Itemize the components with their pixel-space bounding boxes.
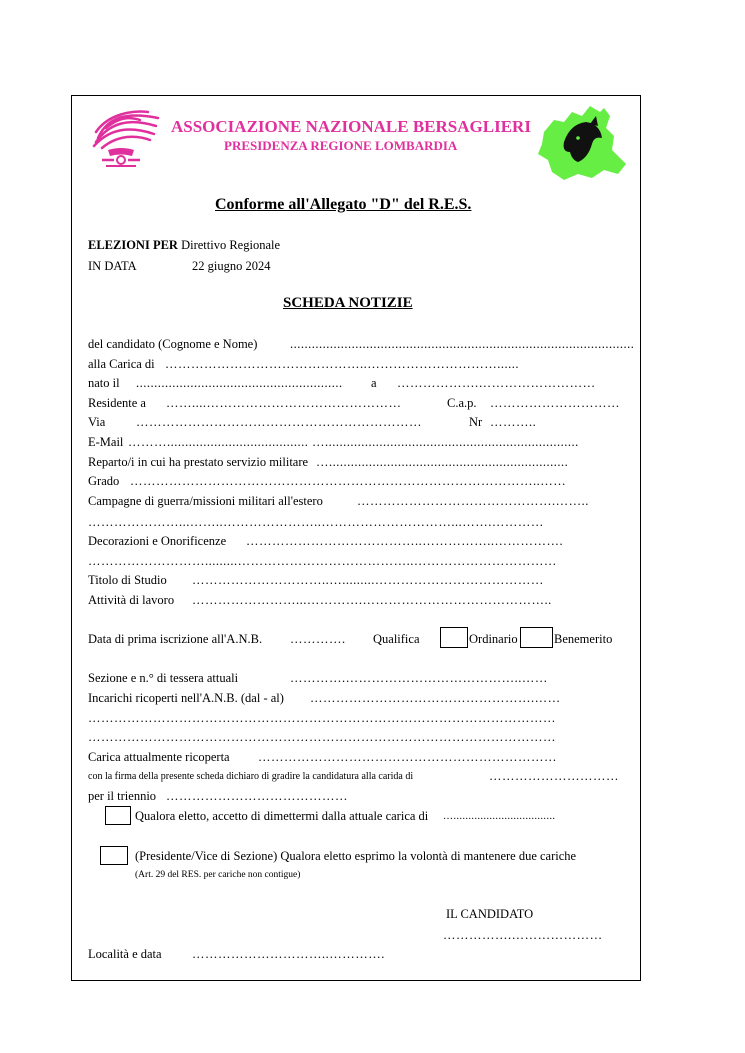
decorazioni-field-2[interactable]: ……………………….........…………………………………..…………………………… (88, 554, 557, 568)
section-title: SCHEDA NOTIZIE (283, 295, 413, 311)
gradire-field[interactable]: ………………………… (489, 769, 619, 783)
luogo-field[interactable]: ……………….……………………… (397, 376, 596, 390)
titolo-field[interactable]: …………………………..….........………………………………… (192, 573, 544, 587)
ordinario-checkbox[interactable] (440, 627, 468, 648)
decorazioni-field[interactable]: …………………………………..……………..……………. (246, 534, 564, 548)
candidato-label: del candidato (Cognome e Nome) (88, 337, 258, 351)
email-label: E-Mail (88, 435, 124, 449)
lombardy-map-icon (534, 102, 630, 186)
grado-label: Grado (88, 474, 120, 488)
campagne-label: Campagne di guerra/missioni militari all'estero (88, 494, 323, 508)
localita-label: Località e data (88, 947, 162, 961)
campagne-field-2[interactable]: …………………...……..…………………..…………………………...…….………… (88, 515, 544, 529)
carica-attuale-label: Carica attualmente ricoperta (88, 750, 230, 764)
ordinario-label: Ordinario (469, 632, 518, 646)
carica-attuale-field[interactable]: …………………………………………………………… (258, 750, 557, 764)
residente-field[interactable]: ……....……………………………………… (166, 396, 402, 410)
localita-field[interactable]: …………………………..…………. (192, 947, 385, 961)
benemerito-checkbox[interactable] (520, 627, 553, 648)
elezioni-value: Direttivo Regionale (181, 238, 281, 252)
due-cariche-label: (Presidente/Vice di Sezione) Qualora eletto esprimo la volontà di mantenere due cariche (135, 849, 577, 863)
triennio-field[interactable]: …………………………………… (166, 789, 348, 803)
titolo-label: Titolo di Studio (88, 573, 167, 587)
reparto-label: Reparto/i in cui ha prestato servizio militare (88, 455, 309, 469)
email-field[interactable]: ………....................................... …...................................................................... (128, 435, 579, 449)
campagne-field[interactable]: ……………………………………….…….. (357, 494, 589, 508)
incarichi-field-3[interactable]: ……………………………………………………………………………………………… (88, 730, 556, 744)
attivita-label: Attività di lavoro (88, 593, 175, 607)
incarichi-field[interactable]: …………………………………………….…… (310, 691, 561, 705)
reparto-field[interactable]: ….................................................................. (316, 455, 569, 469)
via-field[interactable]: ………………………………………………………… (136, 415, 422, 429)
art29-note: (Art. 29 del RES. per cariche non contigue) (135, 870, 301, 880)
form-title: Conforme all'Allegato "D" del R.E.S. (215, 196, 472, 213)
dimettermi-field[interactable]: ….................................. (443, 811, 556, 822)
triennio-label: per il triennio (88, 789, 157, 803)
via-label: Via (88, 415, 106, 429)
candidato-sign-field[interactable]: …………….………………… (443, 928, 603, 942)
org-name: ASSOCIAZIONE NAZIONALE BERSAGLIERI (171, 117, 531, 136)
dimettermi-checkbox[interactable] (105, 806, 131, 825)
candidato-sign-label: IL CANDIDATO (446, 907, 534, 921)
residente-label: Residente a (88, 396, 146, 410)
nato-label: nato il (88, 376, 120, 390)
data-label: IN DATA (88, 259, 137, 273)
attivita-field[interactable]: ……………………...………….…………………………………….. (192, 593, 552, 607)
cap-field[interactable]: ………………………… (490, 396, 620, 410)
plumed-hat-icon (88, 108, 163, 170)
iscrizione-field[interactable]: …………. (290, 632, 346, 646)
incarichi-label: Incarichi ricoperti nell'A.N.B. (dal - al) (88, 691, 284, 705)
carica-label: alla Carica di (88, 357, 155, 371)
dimettermi-label: Qualora eletto, accetto di dimettermi dalla attuale carica di (135, 809, 429, 823)
due-cariche-checkbox[interactable] (100, 846, 128, 865)
qualifica-label: Qualifica (373, 632, 420, 646)
cap-label: C.a.p. (447, 396, 477, 410)
sezione-label: Sezione e n.° di tessera attuali (88, 671, 239, 685)
sezione-field[interactable]: ………….…………………………………..…… (290, 671, 548, 685)
grado-field[interactable]: …………………………………………………………………………………..…… (130, 474, 567, 488)
incarichi-field-2[interactable]: ……………………………………………………………………………………………… (88, 711, 556, 725)
a-label: a (371, 376, 377, 390)
carica-field[interactable]: ………………………………………..…………………………...... (165, 357, 519, 371)
nr-field[interactable]: ……….. (490, 415, 537, 429)
nr-label: Nr (469, 415, 483, 429)
decorazioni-label: Decorazioni e Onorificenze (88, 534, 227, 548)
org-subtitle: PRESIDENZA REGIONE LOMBARDIA (224, 138, 458, 153)
iscrizione-label: Data di prima iscrizione all'A.N.B. (88, 632, 263, 646)
gradire-label: con la firma della presente scheda dichiaro di gradire la candidatura alla carida di (88, 771, 414, 782)
data-value: 22 giugno 2024 (192, 259, 271, 273)
candidato-field[interactable]: ............................................................................................... (290, 337, 635, 351)
elezioni-label: ELEZIONI PER (88, 238, 178, 252)
nato-field[interactable]: ......................................................... (136, 376, 343, 390)
benemerito-label: Benemerito (554, 632, 613, 646)
